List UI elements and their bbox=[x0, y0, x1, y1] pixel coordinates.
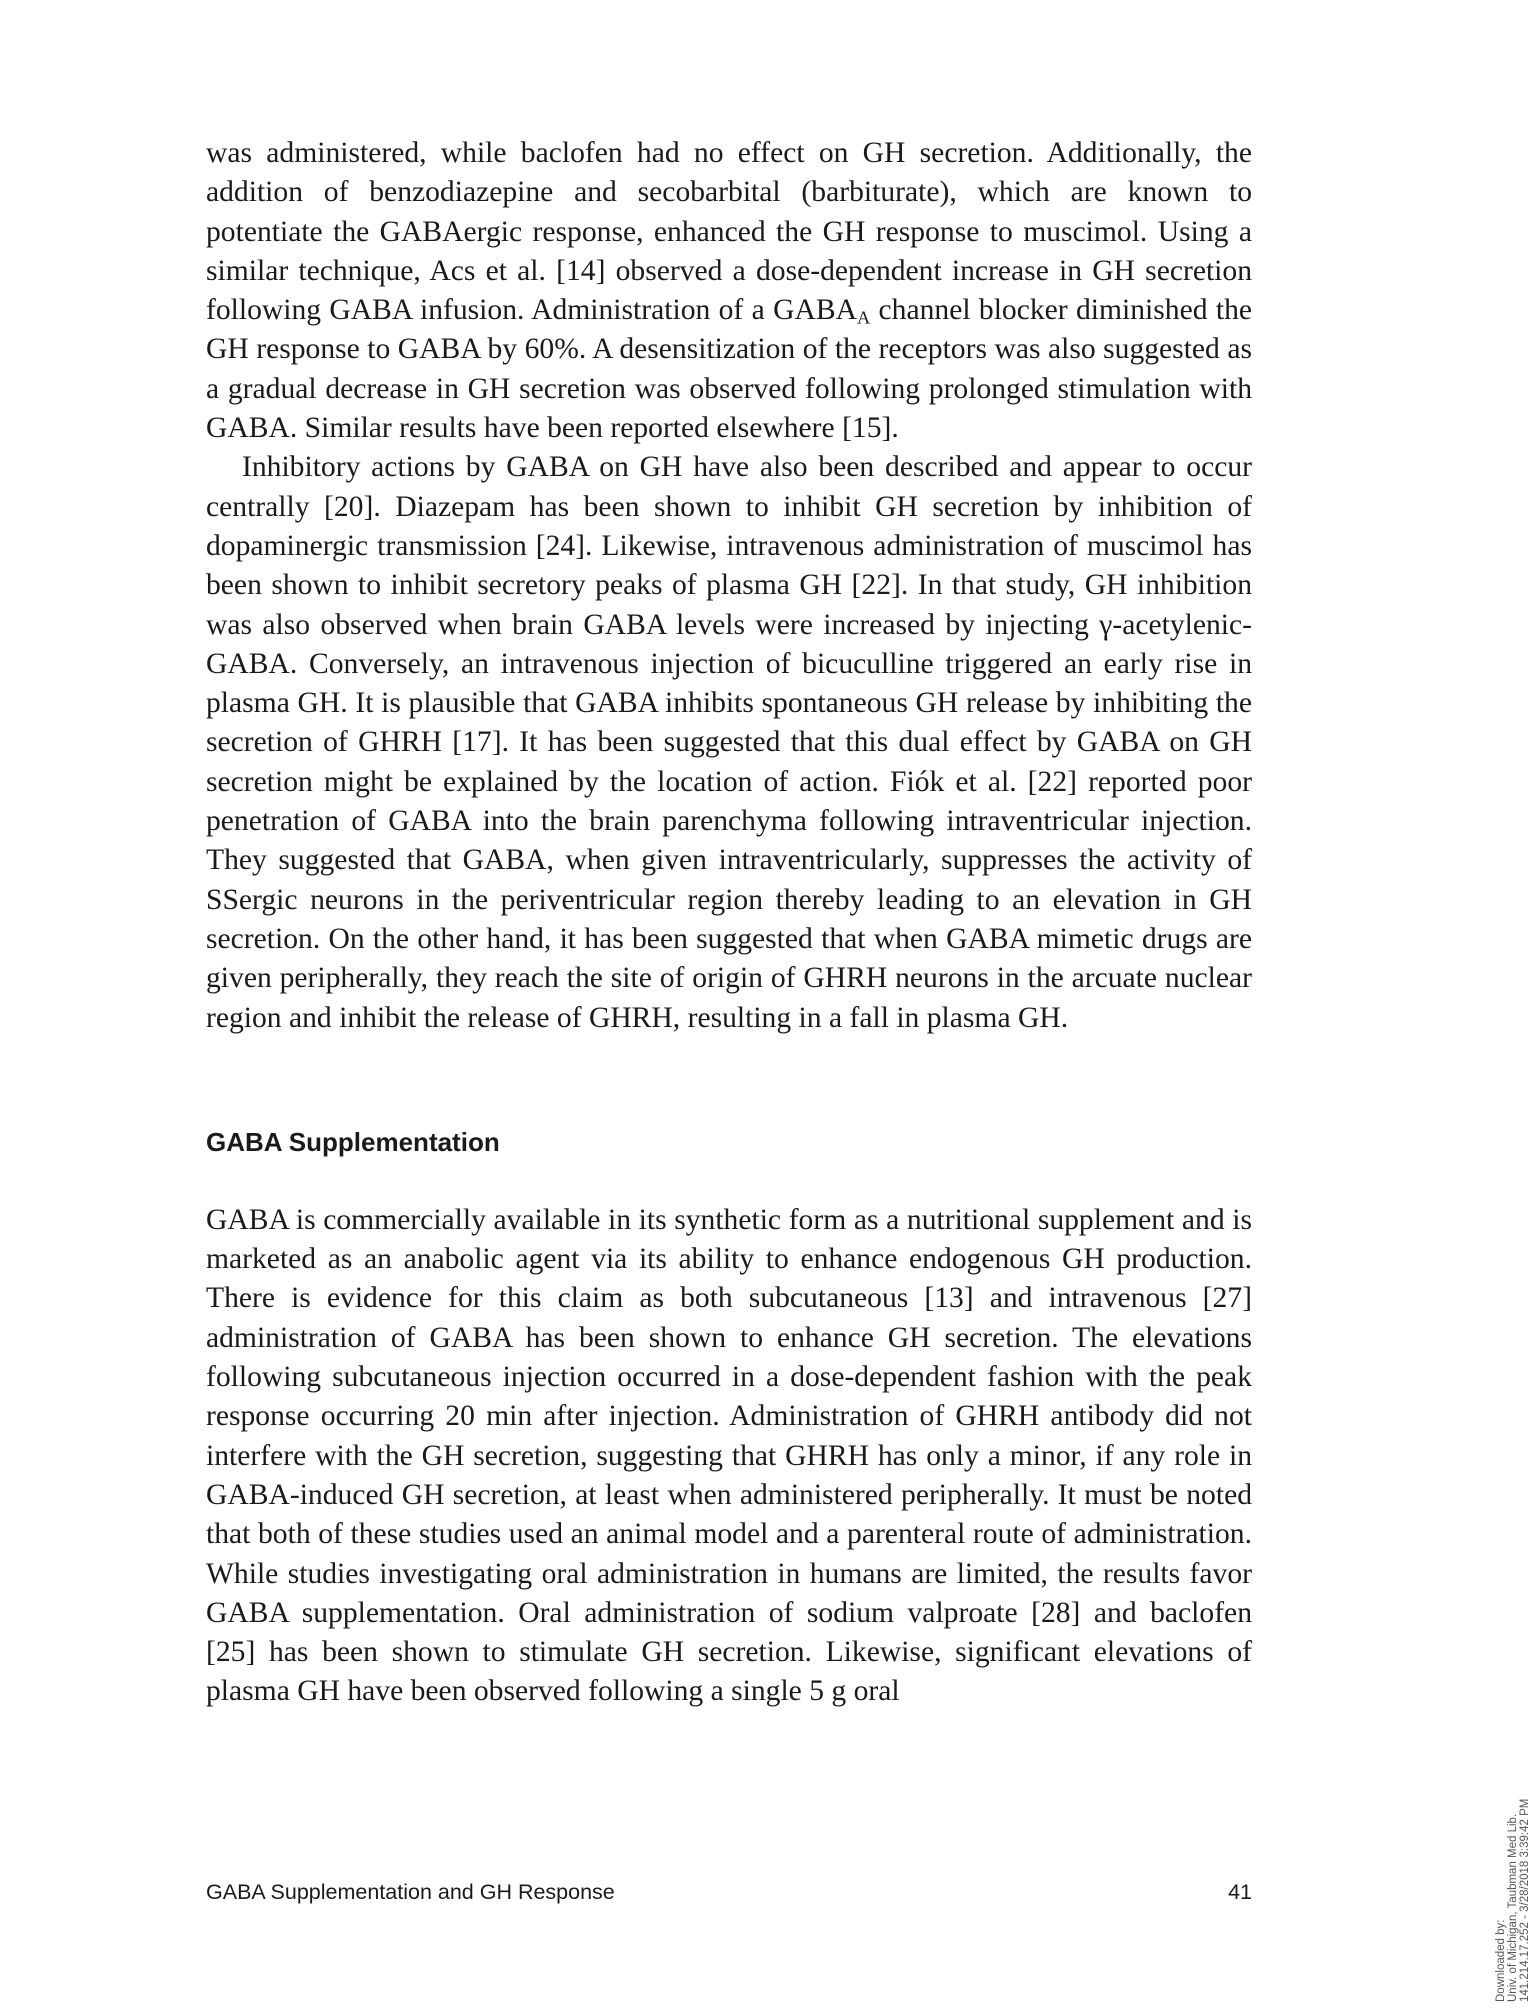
paragraph-1-text-start: was administered, while baclofen had no effect on GH secretion. Additionally, the addition of benzodiazepine and secobarbital (barbiturate), which are known to potentiate the GABAergic response, enhanced the GH response to muscimol. Using a similar technique, Acs et al. [14] observed a dose-dependent increase in GH secretion following GABA infusion. Administration of a GABA bbox=[206, 137, 1252, 327]
body-paragraph-1 bbox=[206, 134, 1252, 448]
running-title: GABA Supplementation and GH Response bbox=[206, 1880, 615, 1904]
download-stamp-line-2: Univ. of Michigan, Taubman Med Lib. bbox=[1507, 1813, 1519, 2002]
download-watermark bbox=[1496, 1702, 1532, 2002]
article-body bbox=[206, 134, 1252, 1712]
section-heading: GABA Supplementation bbox=[206, 1126, 500, 1157]
download-stamp-line-1: Downloaded by: bbox=[1495, 1919, 1507, 2002]
download-stamp-line-3: 141.214.17.252 - 3/28/2018 3:39:42 PM bbox=[1519, 1798, 1531, 2002]
page-number: 41 bbox=[1228, 1880, 1252, 1904]
page-footer bbox=[206, 1876, 1252, 1908]
gaba-a-subscript: A bbox=[856, 307, 871, 328]
body-paragraph-2: Inhibitory actions by GABA on GH have also been described and appear to occur centrally [20]. Diazepam has been shown to inhibit GH secretion by inhibition of dopaminergic transmission [24]. Likewise, intravenous administration of muscimol has been shown to inhibit secretory peaks of plasma GH [22]. In that study, GH inhibition was also observed when brain GABA levels were increased by injecting γ-acetylenic-GABA. Conversely, an intravenous injection of bicuculline triggered an early rise in plasma GH. It is plausible that GABA inhibits spontaneous GH release by inhibiting the secretion of GHRH [17]. It has been suggested that this dual effect by GABA on GH secretion might be explained by the location of action. Fiók et al. [22] reported poor penetration of GABA into the brain parenchyma following intraventricular injection. They suggested that GABA, when given intraventricularly, suppresses the activity of SSergic neurons in the periventricular region thereby leading to an elevation in GH secretion. On the other hand, it has been suggested that when GABA mimetic drugs are given peripherally, they reach the site of origin of GHRH neurons in the arcuate nuclear region and inhibit the release of GHRH, resulting in a fall in plasma GH. bbox=[206, 451, 1252, 1034]
body-paragraph-3: GABA is commercially available in its synthetic form as a nutritional supplement and is marketed as an anabolic agent via its ability to enhance endogenous GH production. There is evidence for this claim as both subcutaneous [13] and intravenous [27] administration of GABA has been shown to enhance GH secretion. The elevations following subcutaneous injection occurred in a dose-dependent fashion with the peak response occurring 20 min after injection. Administration of GHRH antibody did not interfere with the GH secretion, suggesting that GHRH has only a minor, if any role in GABA-induced GH secretion, at least when administered peripherally. It must be noted that both of these studies used an animal model and a parenteral route of administration. While studies investigating oral administration in humans are limited, the results favor GABA supplementation. Oral administration of sodium valproate [28] and baclofen [25] has been shown to stimulate GH secretion. Likewise, significant elevations of plasma GH have been observed following a single 5 g oral bbox=[206, 1203, 1252, 1708]
paragraph-1-text-end: channel blocker diminished the GH response to GABA by 60%. A desensitization of the receptors was also suggested as a gradual decrease in GH secretion was observed following prolonged stimulation with GABA. Similar results have been reported elsewhere [15]. bbox=[206, 294, 1253, 445]
